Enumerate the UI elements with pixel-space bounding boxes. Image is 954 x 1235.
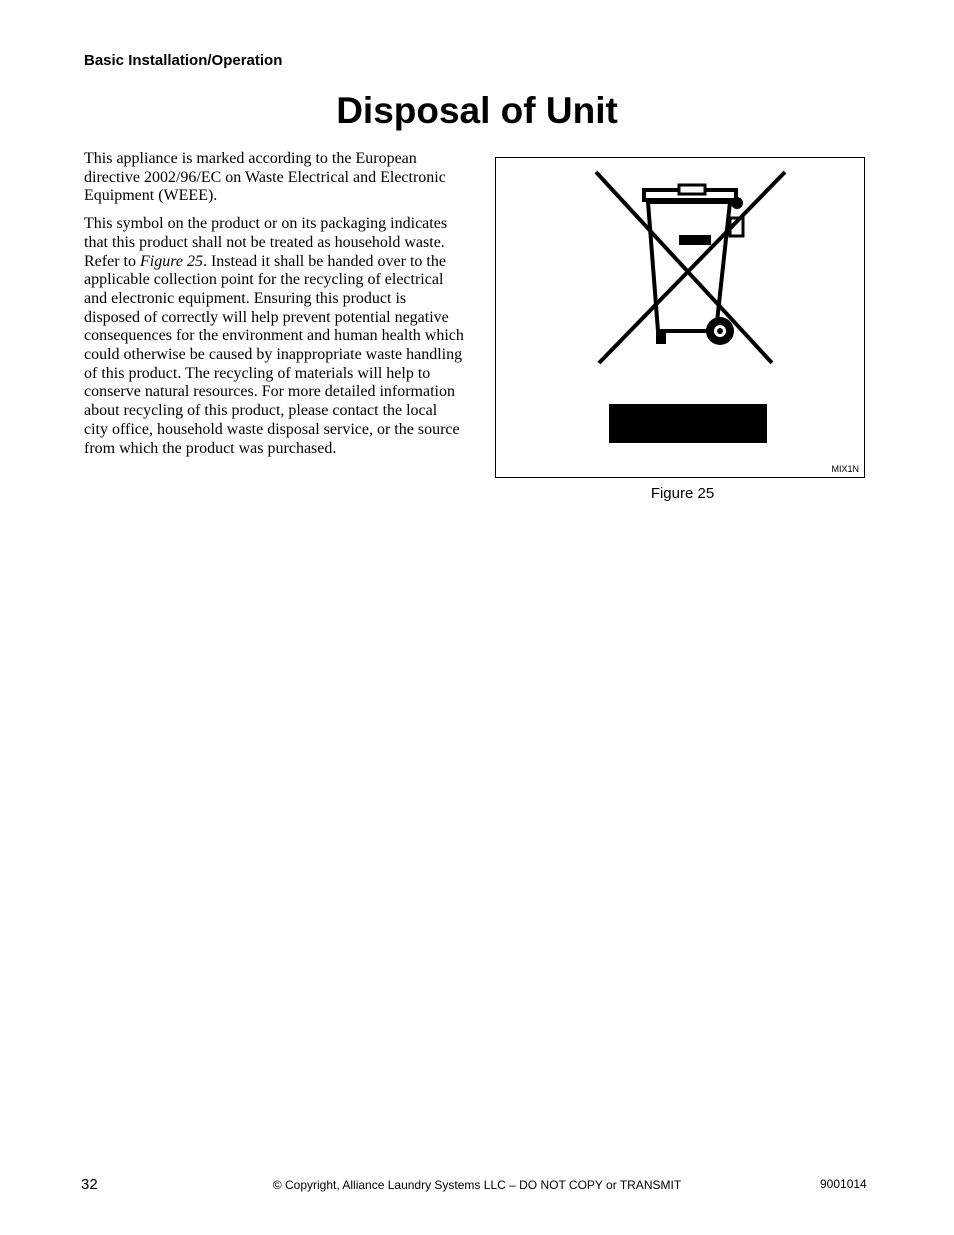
figure-weee-symbol [495, 157, 865, 478]
figure-reference-link[interactable]: Figure 25 [139, 252, 203, 270]
paragraph-text: This symbol on the product or on its packaging indicates that this product shall not be treated as household waste. Refer to [84, 215, 448, 270]
crossed-out-wheeled-bin-icon [496, 158, 866, 479]
paragraph-disposal-instructions [84, 215, 464, 458]
page-title: Disposal of Unit [336, 90, 618, 131]
paragraph-weee-directive: This appliance is marked according to the European directive 2002/96/EC on Waste Electrical and Electronic Equipment (WEEE). [84, 150, 446, 205]
page-number: 32 [81, 1176, 98, 1193]
section-header: Basic Installation/Operation [84, 52, 283, 69]
paragraph-text: . Instead it shall be handed over to the applicable collection point for the recycling of electrical and electronic equipment. Ensuring this product is disposed of correctly will help prevent potential negative consequences for the environment and human health which could otherwise be caused by inappropriate waste handling of this product. The recycling of materials will help to conserve natural resources. For more detailed information about recycling of this product, please contact the local city office, household waste disposal service, or the source from which the product was purchased. [84, 252, 464, 457]
figure-code: MIX1N [831, 464, 859, 474]
body-text [84, 150, 464, 467]
copyright-notice: © Copyright, Alliance Laundry Systems LLC – DO NOT COPY or TRANSMIT [272, 1178, 682, 1192]
figure-caption: Figure 25 [650, 485, 715, 502]
document-number: 9001014 [820, 1177, 867, 1191]
